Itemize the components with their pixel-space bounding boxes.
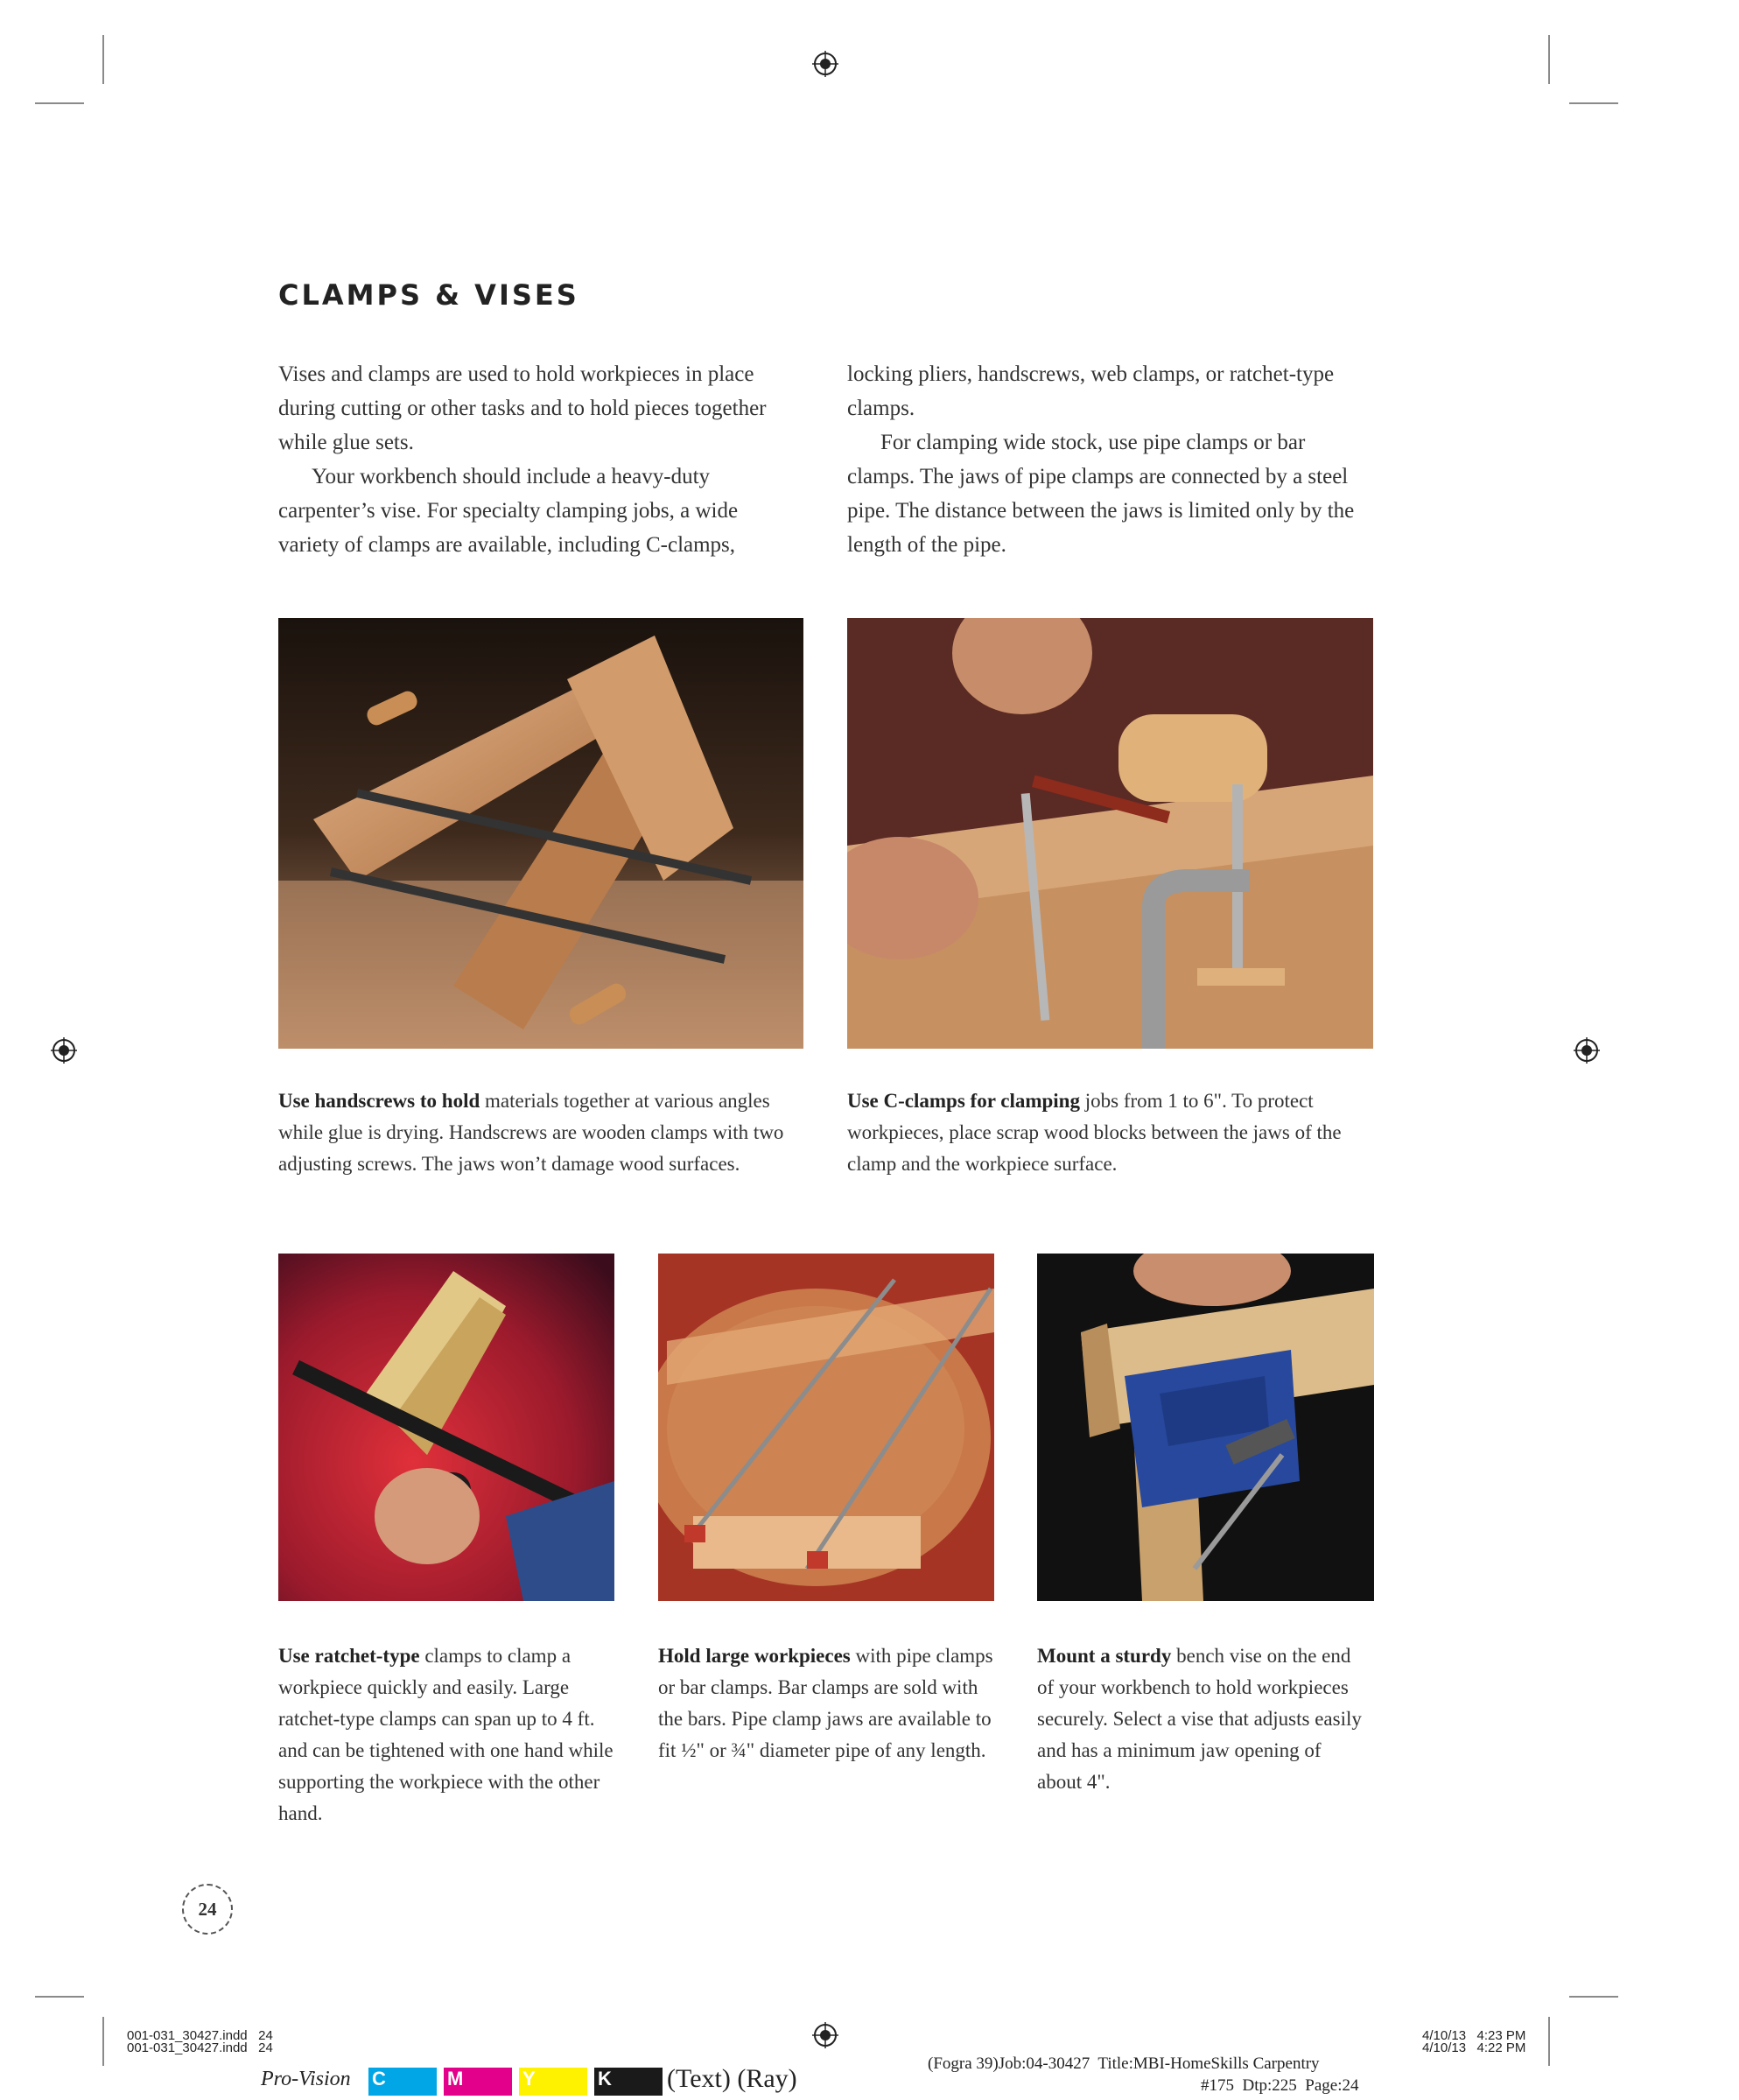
crop-mark: [102, 35, 104, 84]
bench-vise-photo: [1037, 1254, 1374, 1601]
crop-mark: [102, 2017, 104, 2066]
caption-text: clamps to clamp a workpiece quickly and easily. Large ratchet-type clamps can span up to 4 ft. and can be tightened with one hand while supporting the workpiece with the other hand.: [278, 1645, 614, 1824]
yellow-swatch: [519, 2068, 587, 2096]
caption-text: materials together at various angles while glue is drying. Handscrews are wooden clamps with two adjusting screws. The jaws won’t damage wood surfaces.: [278, 1090, 784, 1175]
crop-mark: [1569, 1996, 1618, 1998]
intro-paragraph: Your workbench should include a heavy-duty carpenter’s vise. For specialty clamping jobs, a wide variety of clamps are available, including C-clamps,: [278, 465, 739, 557]
registration-mark-icon: [812, 51, 838, 77]
swatch-label: M: [447, 2068, 464, 2089]
intro-paragraph: For clamping wide stock, use pipe clamps or bar clamps. The jaws of pipe clamps are connected by a steel pipe. The distance between the jaws is limited only by the length of the pipe.: [847, 431, 1355, 557]
intro-paragraph: Vises and clamps are used to hold workpieces in place during cutting or other tasks and to hold pieces together while glue sets.: [278, 362, 767, 454]
caption-text: with pipe clamps or bar clamps. Bar clamps are sold with the bars. Pipe clamp jaws are available to fit ½" or ¾" diameter pipe of any length.: [658, 1645, 993, 1761]
registration-mark-icon: [812, 2022, 838, 2048]
intro-paragraph: locking pliers, handscrews, web clamps, or ratchet-type clamps.: [847, 362, 1335, 420]
caption-text: bench vise on the end of your workbench to hold workpieces securely. Select a vise that adjusts easily and has a minimum jaw opening of about 4".: [1037, 1645, 1362, 1793]
registration-mark-icon: [1574, 1037, 1600, 1064]
slug-brand: Pro-Vision: [261, 2068, 351, 2090]
slug-date: 4/10/13 4:22 PM: [1422, 2040, 1526, 2055]
intro-right-column: [847, 357, 1372, 562]
pipe-clamp-caption: [658, 1640, 994, 1766]
slug-job-info: #175 Dtp:225 Page:24: [1201, 2076, 1359, 2095]
intro-left-column: [278, 357, 803, 562]
swatch-label: Y: [522, 2068, 536, 2089]
slug-file-name: 001-031_30427.indd 24: [127, 2028, 273, 2043]
crop-mark: [1548, 35, 1550, 84]
handscrew-caption: [278, 1085, 803, 1180]
pipe-clamp-photo: [658, 1254, 994, 1601]
slug-date: 4/10/13 4:23 PM: [1422, 2028, 1526, 2043]
c-clamp-caption: [847, 1085, 1373, 1180]
black-swatch: [594, 2068, 663, 2096]
ratchet-clamp-photo: [278, 1254, 614, 1601]
cyan-swatch: [368, 2068, 437, 2096]
caption-lead: Hold large workpieces: [658, 1645, 851, 1667]
swatch-label: K: [598, 2068, 612, 2089]
magenta-swatch: [444, 2068, 512, 2096]
registration-mark-icon: [51, 1037, 77, 1064]
handscrew-photo: [278, 618, 803, 1049]
slug-mode: (Text) (Ray): [667, 2064, 797, 2093]
page-number: 24: [182, 1884, 233, 1935]
crop-mark: [35, 1996, 84, 1998]
caption-lead: Mount a sturdy: [1037, 1645, 1172, 1667]
swatch-label: C: [372, 2068, 386, 2089]
crop-mark: [1569, 102, 1618, 104]
crop-mark: [1548, 2017, 1550, 2066]
slug-file-name: 001-031_30427.indd 24: [127, 2040, 273, 2055]
ratchet-caption: [278, 1640, 621, 1830]
caption-text: jobs from 1 to 6". To protect workpieces, place scrap wood blocks between the jaws of the clamp and the workpiece surface.: [847, 1090, 1342, 1175]
bench-vise-caption: [1037, 1640, 1370, 1798]
caption-lead: Use handscrews to hold: [278, 1090, 480, 1112]
crop-mark: [35, 102, 84, 104]
caption-lead: Use C-clamps for clamping: [847, 1090, 1080, 1112]
caption-lead: Use ratchet-type: [278, 1645, 420, 1667]
page-heading: CLAMPS & VISES: [278, 278, 579, 312]
slug-job-info: (Fogra 39)Job:04-30427 Title:MBI-HomeSkills Carpentry: [928, 2054, 1320, 2073]
c-clamp-photo: [847, 618, 1373, 1049]
